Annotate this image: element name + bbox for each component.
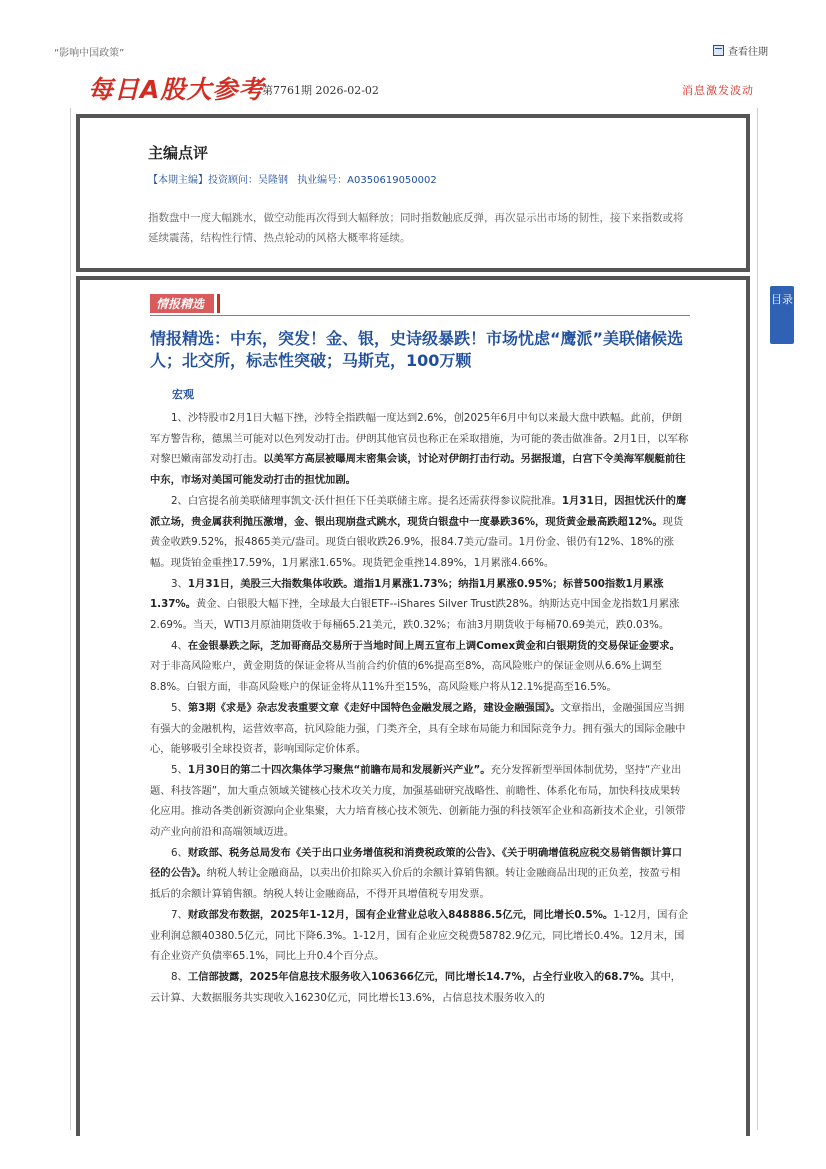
news-item-highlight: 财政部发布数据，2025年1-12月，国有企业营业总收入848886.5亿元，同比增长0.5%。 — [187, 908, 614, 921]
news-item-highlight: 1月31日，美股三大指数集体收跌。道指1月累涨1.73%；纳指1月累涨0.95%；标普500指数1月累涨1.37%。 — [150, 577, 664, 611]
news-item-text: 充分发挥新型举国体制优势，坚持“产业出题、科技答题”，加大重点领域关键核心技术攻关力度，加强基础研究战略性、前瞻性、体系化布局，加快科技成果转化应用。推动各类创新资源向企业集聚，大力培育核心技术领先、创新能力强的科技领军企业和高新技术企业，引领带动产业向前沿和高端领域迈进。 — [150, 763, 686, 839]
editor-comment-card — [76, 114, 750, 272]
top-note: “影响中国政策” — [54, 48, 125, 59]
news-item — [150, 967, 690, 1008]
news-item — [150, 760, 690, 843]
news-item-text: 黄金、白银股大幅下挫，全球最大白银ETF--iShares Silver Trust跌28%。纳斯达克中国金龙指数1月累涨2.69%。当天，WTI3月原油期货收于每桶65.21美元，跌0.32%；布油3月期货收于每桶70.69美元，跌0.03%。 — [150, 598, 680, 632]
news-item-text: 7、 — [171, 908, 188, 921]
section-tag: 情报精选 — [150, 294, 214, 313]
news-item-text: 4、 — [171, 639, 188, 652]
section-divider — [150, 315, 690, 316]
editor-byline — [148, 171, 443, 186]
news-item-highlight: 第3期《求是》杂志发表重要文章《走好中国特色金融发展之路，建设金融强国》。 — [187, 701, 561, 714]
news-item — [150, 491, 690, 574]
news-item — [150, 698, 690, 760]
news-item-text: 1-12月，国有企业利润总额40380.5亿元，同比下降6.3%。1-12月，国有企业应交税费58782.9亿元，同比增长0.4%。12月末，国有企业资产负债率65.1%，同比上升0.4个百分点。 — [150, 908, 689, 963]
issue-info: 第7761期 2026-02-02 — [262, 84, 379, 97]
news-item — [150, 905, 690, 967]
news-item-text: 对于非高风险账户，黄金期货的保证金将从当前合约价值的6%提高至8%，高风险账户的保证金则从6.6%上调至8.8%。白银方面，非高风险账户的保证金将从11%升至15%，高风险账户将从12.1%提高至16.5%。 — [150, 660, 662, 694]
news-item-highlight: 在金银暴跌之际，芝加哥商品交易所于当地时间上周五宣布上调Comex黄金和白银期货的交易保证金要求。 — [187, 639, 680, 652]
editor-commentary: 指数盘中一度大幅跳水，做空动能再次得到大幅释放；同时指数触底反弹，再次显示出市场的韧性，接下来指数或将延续震荡，结构性行情、热点轮动的风格大概率将延续。 — [148, 212, 684, 244]
logo: 每日A股大参考 — [88, 75, 265, 104]
news-item — [150, 636, 690, 698]
editor-license: 执业编号：A0350619050002 — [297, 175, 437, 186]
news-item — [150, 574, 690, 636]
news-item-highlight: 财政部、税务总局发布《关于出口业务增值税和消费税政策的公告》、《关于明确增值税应税交易销售额计算口径的公告》。 — [150, 846, 683, 880]
news-item-text: 8、 — [171, 970, 188, 983]
editor-name: 【本期主编】投资顾问：吴隆钢 — [148, 175, 288, 186]
news-item-text: 2、白宫提名前美联储理事凯文·沃什担任下任美联储主席。提名还需获得参议院批准。 — [171, 494, 562, 507]
history-link[interactable] — [713, 43, 768, 58]
news-item-highlight: 1月30日的第二十四次集体学习聚焦“前瞻布局和发展新兴产业”。 — [187, 763, 491, 776]
toc-button[interactable]: 目录 — [770, 286, 794, 344]
intel-card — [76, 276, 750, 1136]
news-item-highlight: 以美军方高层被曝周末密集会谈，讨论对伊朗打击行动。另据报道，白宫下令美海军舰艇前往中东，市场对美国可能发动打击的担忧加剧。 — [150, 453, 686, 487]
headline: 情报精选：中东，突发！金、银，史诗级暴跌！市场忧虑“鹰派”美联储候选人；北交所，标志性突破；马斯克，100万颗 — [150, 329, 684, 370]
news-item-text: 纳税人转让金融商品，以卖出价扣除买入价后的余额计算销售额。转让金融商品出现的正负差，按盈亏相抵后的余额计算销售额。纳税人转让金融商品，不得开具增值税专用发票。 — [150, 867, 681, 901]
news-item — [150, 408, 690, 491]
news-item-text: 文章指出，金融强国应当拥有强大的金融机构，运营效率高，抗风险能力强，门类齐全，具有全球布局能力和国际竞争力。拥有强大的国际金融中心，能够吸引全球投资者，影响国际定价体系。 — [150, 701, 686, 756]
section-heading: 宏观 — [172, 388, 194, 401]
news-item-text: 5、 — [171, 763, 188, 776]
news-item-text: 现货黄金收跌9.52%，报4865美元/盎司。现货白银收跌26.9%，报84.7美元/盎司。1月份金、银仍有12%、18%的涨幅。现货铂金重挫17.59%，1月累涨1.65%。现货钯金重挫14.89%，1月累涨4.66%。 — [150, 515, 684, 569]
slogan: 消息激发波动 — [682, 84, 754, 97]
news-item — [150, 843, 690, 905]
history-link-label: 查看往期 — [728, 47, 768, 58]
calendar-icon — [713, 45, 724, 56]
news-item-text: 5、 — [171, 701, 188, 714]
news-item-text: 3、 — [171, 577, 188, 590]
news-item-text: 6、 — [171, 846, 188, 859]
news-item-text: 1、沙特股市2月1日大幅下挫，沙特全指跌幅一度达到2.6%，创2025年6月中旬以来最大盘中跌幅。此前，伊朗军方警告称，德黑兰可能对以色列发动打击。伊朗其他官员也称正在采取措施，为可能的袭击做准备。2月1日，以军称对黎巴嫩南部发动打击。 — [150, 412, 689, 466]
masthead — [70, 70, 756, 108]
editor-title: 主编点评 — [148, 144, 209, 162]
news-list — [150, 408, 690, 1008]
news-item-highlight: 1月31日，因担忧沃什的鹰派立场，贵金属获利抛压激增，金、银出现崩盘式跳水，现货白银盘中一度暴跌36%，现货黄金最高跌超12%。 — [150, 494, 687, 528]
news-item-text: 其中，云计算、大数据服务共实现收入16230亿元，同比增长13.6%，占信息技术服务收入的 — [150, 970, 682, 1004]
news-item-highlight: 工信部披露，2025年信息技术服务收入106366亿元，同比增长14.7%，占全行业收入的68.7%。 — [187, 970, 651, 983]
